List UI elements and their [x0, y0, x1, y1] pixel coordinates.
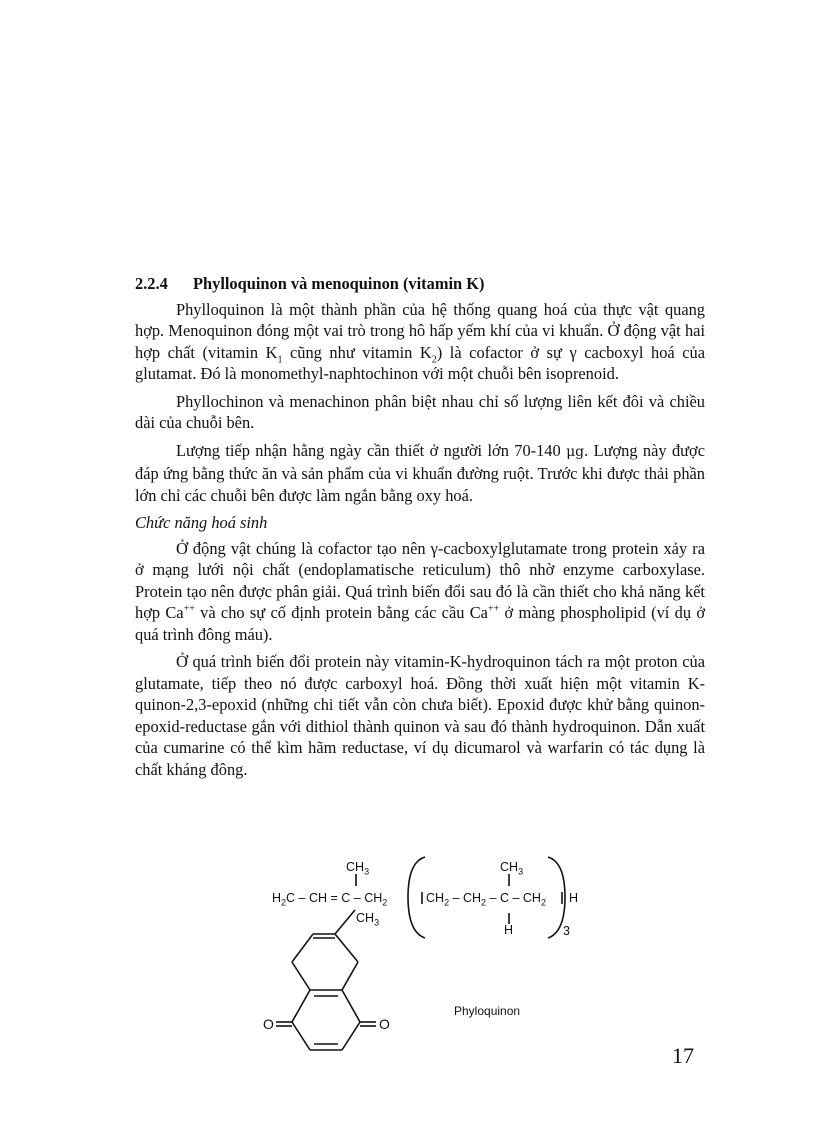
p4-text-c: ở màng phospholipid (ví dụ ở quá trình đông máu).: [135, 603, 705, 644]
bond-arom-3: [292, 1022, 310, 1050]
bond-ring-left: [292, 934, 313, 962]
p3-text-a: Lượng tiếp nhận hằng ngày cần thiết ở người lớn 70-140: [176, 440, 567, 460]
subheading-biochemical-function: Chức năng hoá sinh: [135, 513, 268, 532]
paragraph-4: [135, 538, 705, 646]
paragraph-2: Phyllochinon và menachinon phân biệt nhau chỉ số lượng liên kết đôi và chiều dài của chuỗi bên.: [135, 391, 705, 432]
section-heading: [135, 273, 705, 295]
p4-text-a: Ở động vật chúng là cofactor tạo nên γ-cacboxylglutamate trong protein xảy ra ở mạng lưới nội chất (endoplamatische reticulum) thô nhờ enzyme carboxylase. Protein tạo nên được phân giải. Quá trình biến đổi sau đó là cần thiết cho khả năng kết hợp Ca: [135, 538, 705, 622]
h-bottom-label: H: [504, 923, 514, 937]
ring-ch3-label: $CH_3$: [356, 911, 380, 928]
paragraph-5: Ở quá trình biến đổi protein này vitamin-K-hydroquinon tách ra một proton của glutamate, tiếp theo nó được carboxyl hoá. Đồng thời xuất hiện một vitamin K-quinon-2,3-epoxid (những chi tiết vẫn còn chưa biết). Epoxid được khử bằng quinon-epoxid-reductase gắn với dithiol thành quinon và sau đó thành hydroquinon. Dẫn xuất của cumarine có thể kìm hãm reductase, ví dụ dicumarol và warfarin có tác dụng là chất kháng đông.: [135, 652, 705, 779]
section-title: Phylloquinon và menoquinon (vitamin K): [193, 274, 485, 293]
bond-ring-right: [335, 934, 358, 962]
repeat-count-label: 3: [563, 924, 570, 938]
paragraph-3: [135, 440, 705, 507]
phylloquinone-structure: [250, 852, 620, 1062]
main-chain-label: $H_2C$ – CH = C – $CH_2$: [272, 891, 388, 908]
compound-name: Phyloquinon: [454, 1004, 521, 1018]
repeat-unit-label: $CH_2 - CH_2$ – C – $CH_2$: [426, 891, 546, 908]
structure-drawing: [250, 852, 620, 1062]
ch3-left-label: $CH_3$: [346, 860, 370, 877]
p4-sup-2: ++: [487, 603, 500, 615]
page-body: [135, 273, 705, 786]
bond-arom-1: [292, 990, 310, 1022]
h-end-label: H: [569, 891, 579, 905]
oxygen-right-label: O: [379, 1016, 390, 1032]
p3-text-b: . Lượng này được đáp ứng bằng thức ăn và sản phẩm của vi khuẩn đường ruột. Trước khi được thải phần lớn chỉ các chuỗi bên được làm ngắn bằng oxy hoá.: [135, 440, 705, 505]
p1-text-a: Phylloquinon là một thành phần của hệ thống quang hoá của thực vật quang hợp. Menoquinon đóng một vai trò trong hô hấp yếm khí của vi khuẩn. Ở động vật hai hợp chất (vitamin K: [135, 299, 705, 362]
p1-sub-1: 1: [277, 353, 283, 365]
bond-arom-4: [342, 1022, 360, 1050]
bond-chain-ring: [335, 910, 355, 934]
page-number: 17: [672, 1043, 694, 1068]
p4-text-b: và cho sự cố định protein bằng các cầu Ca: [194, 603, 488, 622]
bond-ring-lower-left: [292, 962, 310, 990]
p1-sub-2: 2: [431, 353, 437, 365]
paragraph-1: [135, 299, 705, 385]
bond-arom-2: [342, 990, 360, 1022]
p1-text-b: cũng như vitamin K: [282, 342, 432, 362]
p4-sup-1: ++: [183, 603, 195, 615]
p1-text-c: ) là cofactor ở sự γ cacboxyl hoá của glutamat. Đó là monomethyl-naphtochinon với một chuỗi bên isoprenoid.: [135, 342, 705, 383]
ch3-right-label: $CH_3$: [500, 860, 524, 877]
p3-unit: μg: [566, 443, 585, 460]
bond-ring-lower-right: [342, 962, 358, 990]
oxygen-left-label: O: [263, 1016, 274, 1032]
section-number: 2.2.4: [135, 274, 168, 293]
